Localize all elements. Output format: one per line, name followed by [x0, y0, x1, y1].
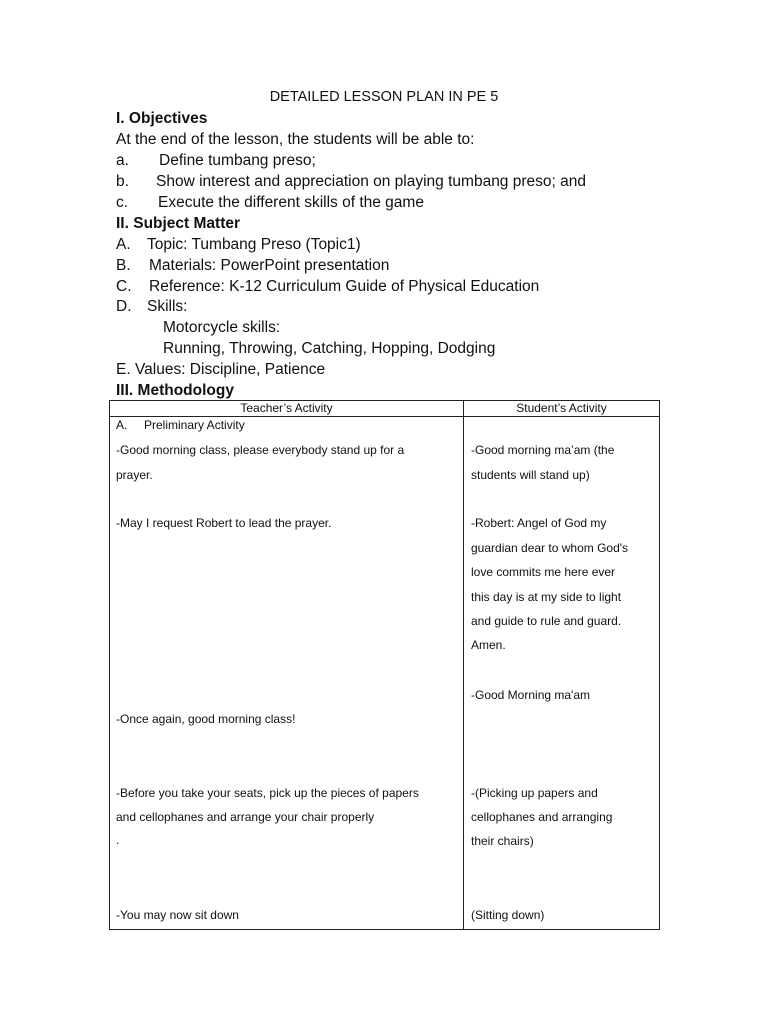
- skills-subitem: Running, Throwing, Catching, Hopping, Dodging: [163, 340, 496, 357]
- subject-text: Topic: Tumbang Preso (Topic1): [147, 236, 361, 253]
- objective-item: [116, 152, 316, 170]
- objective-text: Show interest and appreciation on playing tumbang preso; and: [156, 173, 586, 190]
- student-line: -Good Morning ma'am: [471, 688, 591, 702]
- student-activity-cell: [464, 417, 660, 930]
- student-line: -Good morning ma’am (the: [471, 443, 615, 457]
- subject-matter-heading: II. Subject Matter: [116, 215, 241, 232]
- list-marker: A.: [116, 236, 131, 253]
- subject-item: [116, 298, 187, 316]
- skills-subitem: Motorcycle skills:: [163, 319, 281, 336]
- objective-item: [116, 194, 424, 212]
- list-marker: a.: [116, 152, 129, 169]
- objectives-intro: At the end of the lesson, the students will be able to:: [116, 131, 475, 148]
- student-line: guardian dear to whom God's: [471, 541, 629, 555]
- list-marker: c.: [116, 194, 129, 211]
- objective-item: [116, 173, 586, 191]
- teacher-line: prayer.: [116, 468, 153, 482]
- list-marker: B.: [116, 257, 131, 274]
- objectives-heading: I. Objectives: [116, 110, 208, 127]
- student-line: this day is at my side to light: [471, 590, 622, 604]
- list-marker: b.: [116, 173, 129, 190]
- student-line: -Robert: Angel of God my: [471, 516, 607, 530]
- subject-text: Reference: K-12 Curriculum Guide of Physical Education: [149, 278, 540, 295]
- subject-text: Materials: PowerPoint presentation: [149, 257, 390, 274]
- teacher-line: -May I request Robert to lead the prayer.: [116, 516, 332, 530]
- subject-item: [116, 257, 389, 275]
- list-marker: D.: [116, 298, 132, 315]
- teacher-activity-cell: [110, 417, 464, 930]
- student-activity-header: Student’s Activity: [464, 401, 660, 417]
- subject-text: Skills:: [147, 298, 188, 315]
- document-title: DETAILED LESSON PLAN IN PE 5: [269, 89, 499, 105]
- list-marker: C.: [116, 278, 132, 295]
- objective-text: Execute the different skills of the game: [158, 194, 424, 211]
- student-line: and guide to rule and guard.: [471, 614, 622, 628]
- student-line: Amen.: [471, 638, 506, 652]
- teacher-line: -Good morning class, please everybody stand up for a: [116, 443, 405, 457]
- section-label: Preliminary Activity: [144, 418, 245, 432]
- teacher-line: -You may now sit down: [116, 908, 239, 922]
- student-line: their chairs): [471, 834, 534, 848]
- section-marker: A.: [116, 418, 128, 432]
- student-line: students will stand up): [471, 468, 590, 482]
- student-line: (Sitting down): [471, 908, 545, 922]
- teacher-line: .: [116, 833, 120, 847]
- subject-item: [116, 278, 539, 296]
- methodology-heading: III. Methodology: [116, 382, 234, 399]
- teacher-line: and cellophanes and arrange your chair properly: [116, 810, 375, 824]
- methodology-table: [109, 400, 660, 930]
- teacher-line: -Before you take your seats, pick up the pieces of papers: [116, 786, 419, 800]
- student-line: love commits me here ever: [471, 565, 616, 579]
- values-line: E. Values: Discipline, Patience: [116, 361, 326, 378]
- student-line: cellophanes and arranging: [471, 810, 613, 824]
- teacher-line: -Once again, good morning class!: [116, 712, 296, 726]
- subject-item: [116, 236, 361, 254]
- student-line: -(Picking up papers and: [471, 786, 598, 800]
- teacher-activity-header: Teacher’s Activity: [110, 401, 464, 417]
- objective-text: Define tumbang preso;: [159, 152, 316, 169]
